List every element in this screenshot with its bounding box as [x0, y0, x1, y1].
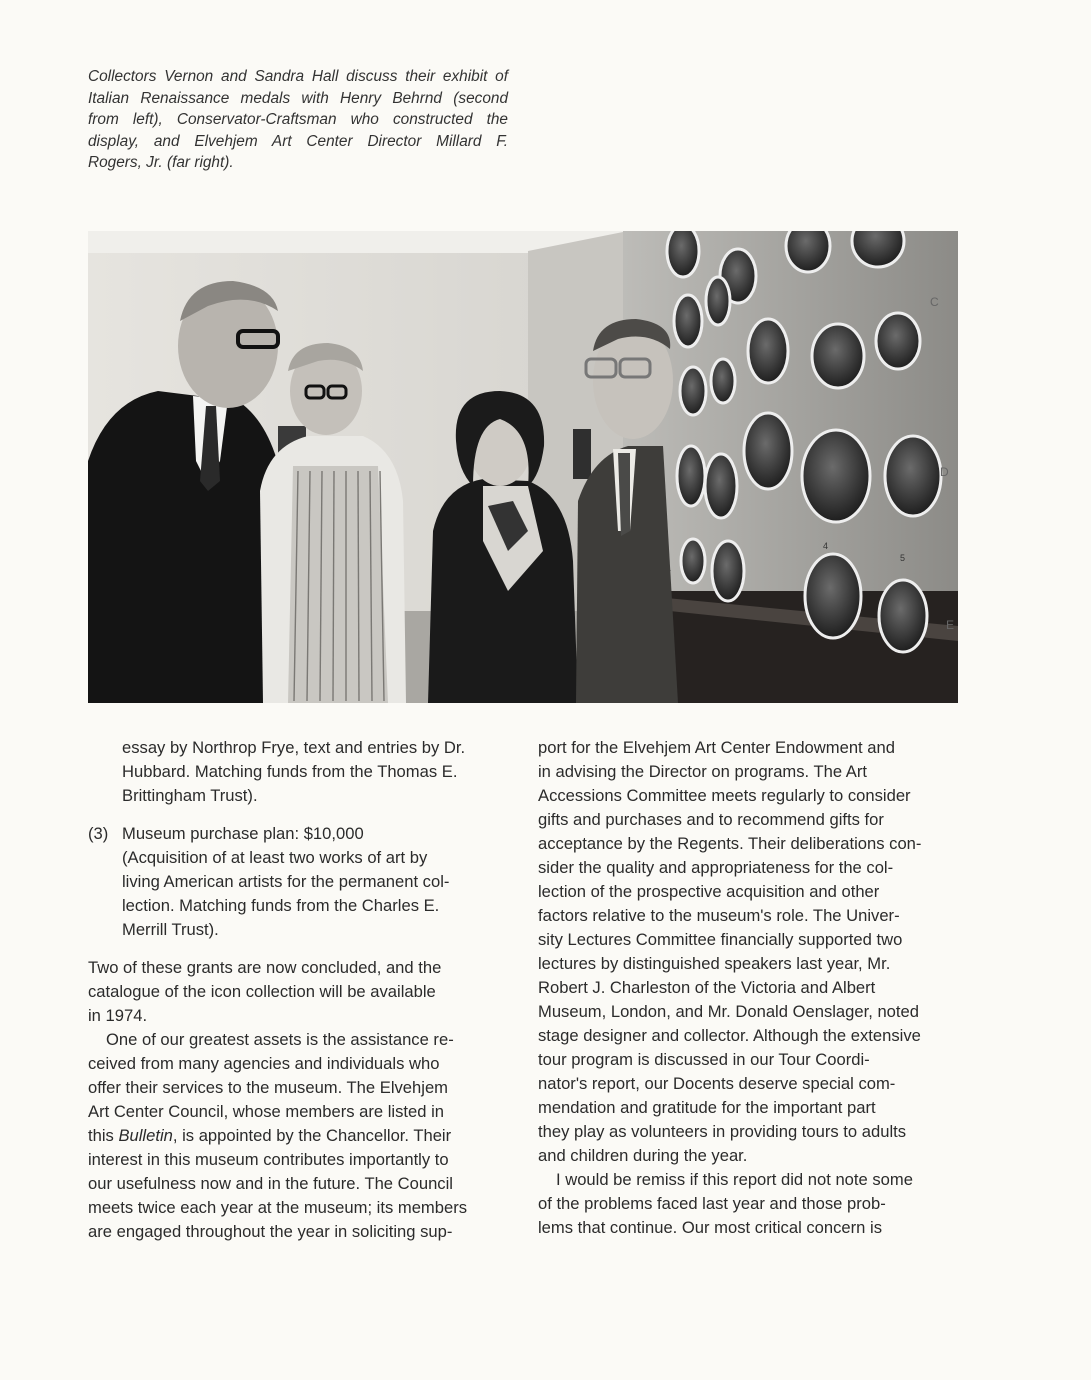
case-letter: C: [930, 295, 939, 309]
caption-line: display, and Elvehjem Art Center Director Millard F.: [88, 132, 508, 150]
text-line: living American artists for the permanent col-: [122, 872, 450, 891]
text-line: acceptance by the Regents. Their deliberations con-: [538, 834, 922, 853]
text-line: catalogue of the icon collection will be available: [88, 982, 436, 1001]
paragraph: [538, 736, 960, 1168]
case-letter: E: [946, 618, 955, 632]
list-item-2-continuation: [88, 736, 504, 808]
medal: [885, 436, 941, 516]
medal-number: 5: [900, 553, 906, 563]
display-case: [623, 231, 958, 611]
text-line: ceived from many agencies and individuals who: [88, 1054, 440, 1073]
medal: [876, 313, 920, 369]
medal: [680, 367, 706, 415]
paragraph: [88, 956, 504, 1028]
medal: [812, 324, 864, 388]
medal-number: 4: [823, 541, 829, 551]
text-line: (Acquisition of at least two works of art by: [122, 848, 428, 867]
text-line: essay by Northrop Frye, text and entries by Dr.: [122, 738, 466, 757]
medal: [852, 231, 904, 267]
photo-illustration: [88, 231, 958, 703]
medal: [681, 539, 705, 583]
medal: [786, 231, 830, 272]
medal: [744, 413, 792, 489]
text-line: and children during the year.: [538, 1146, 748, 1165]
medal: [805, 554, 861, 638]
exhibit-photograph: [88, 231, 958, 703]
text-line: Brittingham Trust).: [122, 786, 258, 805]
person-millard-rogers: [576, 319, 678, 703]
text-line: our usefulness now and in the future. The Council: [88, 1174, 453, 1193]
caption-line: from left), Conservator-Craftsman who constructed the: [88, 111, 508, 129]
text-line: Hubbard. Matching funds from the Thomas E.: [122, 762, 458, 781]
text-line: gifts and purchases and to recommend gifts for: [538, 810, 884, 829]
text-line: are engaged throughout the year in soliciting sup-: [88, 1222, 453, 1241]
text-line: nator's report, our Docents deserve special com-: [538, 1074, 896, 1093]
text-line: meets twice each year at the museum; its members: [88, 1198, 468, 1217]
medal: [706, 277, 730, 325]
text-line: of the problems faced last year and those prob-: [538, 1194, 886, 1213]
text-line: port for the Elvehjem Art Center Endowment and: [538, 738, 895, 757]
case-letter: D: [940, 465, 949, 479]
text-line: offer their services to the museum. The Elvehjem: [88, 1078, 448, 1097]
text-line: factors relative to the museum's role. The Univer-: [538, 906, 900, 925]
medal: [748, 319, 788, 383]
text-line: One of our greatest assets is the assistance re-: [106, 1030, 454, 1049]
text-line: Museum purchase plan: $10,000: [122, 824, 364, 843]
caption-line: Collectors Vernon and Sandra Hall discuss their exhibit of: [88, 68, 508, 85]
medal: [677, 446, 705, 506]
text-line: in 1974.: [88, 1006, 148, 1025]
medal: [879, 580, 927, 652]
paragraph: [538, 1168, 960, 1240]
bulletin-title: Bulletin: [118, 1126, 173, 1145]
medal: [705, 454, 737, 518]
text-line: I would be remiss if this report did not note some: [556, 1170, 913, 1189]
medal: [712, 541, 744, 601]
text-line: lection. Matching funds from the Charles E.: [122, 896, 440, 915]
text-line: tour program is discussed in our Tour Coordi-: [538, 1050, 870, 1069]
medal: [711, 359, 735, 403]
right-column: [538, 736, 960, 1240]
medal: [674, 295, 702, 347]
text-line: in advising the Director on programs. The Art: [538, 762, 867, 781]
text-line: Accessions Committee meets regularly to consider: [538, 786, 911, 805]
text-line: lection of the prospective acquisition and other: [538, 882, 880, 901]
list-item-3: [88, 822, 504, 942]
text-line: stage designer and collector. Although the extensive: [538, 1026, 921, 1045]
text-line: [88, 1124, 504, 1148]
caption-line: Italian Renaissance medals with Henry Behrnd (second: [88, 89, 508, 107]
paragraph: [88, 1028, 504, 1244]
text-line: Robert J. Charleston of the Victoria and Albert: [538, 978, 876, 997]
text-line: Art Center Council, whose members are listed in: [88, 1102, 444, 1121]
text-fragment: this: [88, 1126, 119, 1145]
text-fragment: , is appointed by the Chancellor. Their: [172, 1126, 452, 1145]
text-line: lems that continue. Our most critical concern is: [538, 1218, 882, 1237]
text-line: lectures by distinguished speakers last year, Mr.: [538, 954, 891, 973]
medal: [667, 231, 699, 277]
left-column: [88, 736, 504, 1244]
photo-caption: [88, 66, 508, 174]
text-line: they play as volunteers in providing tours to adults: [538, 1122, 907, 1141]
medal: [802, 430, 870, 522]
text-line: Merrill Trust).: [122, 920, 219, 939]
list-item-number: (3): [88, 824, 109, 843]
wall-painting: [573, 429, 591, 479]
text-line: mendation and gratitude for the important part: [538, 1098, 876, 1117]
caption-line: Rogers, Jr. (far right).: [88, 154, 234, 172]
text-line: sider the quality and appropriateness for the col-: [538, 858, 894, 877]
text-line: Museum, London, and Mr. Donald Oenslager, noted: [538, 1002, 919, 1021]
text-line: interest in this museum contributes importantly to: [88, 1150, 449, 1169]
text-line: Two of these grants are now concluded, and the: [88, 958, 442, 977]
text-line: sity Lectures Committee financially supported two: [538, 930, 903, 949]
